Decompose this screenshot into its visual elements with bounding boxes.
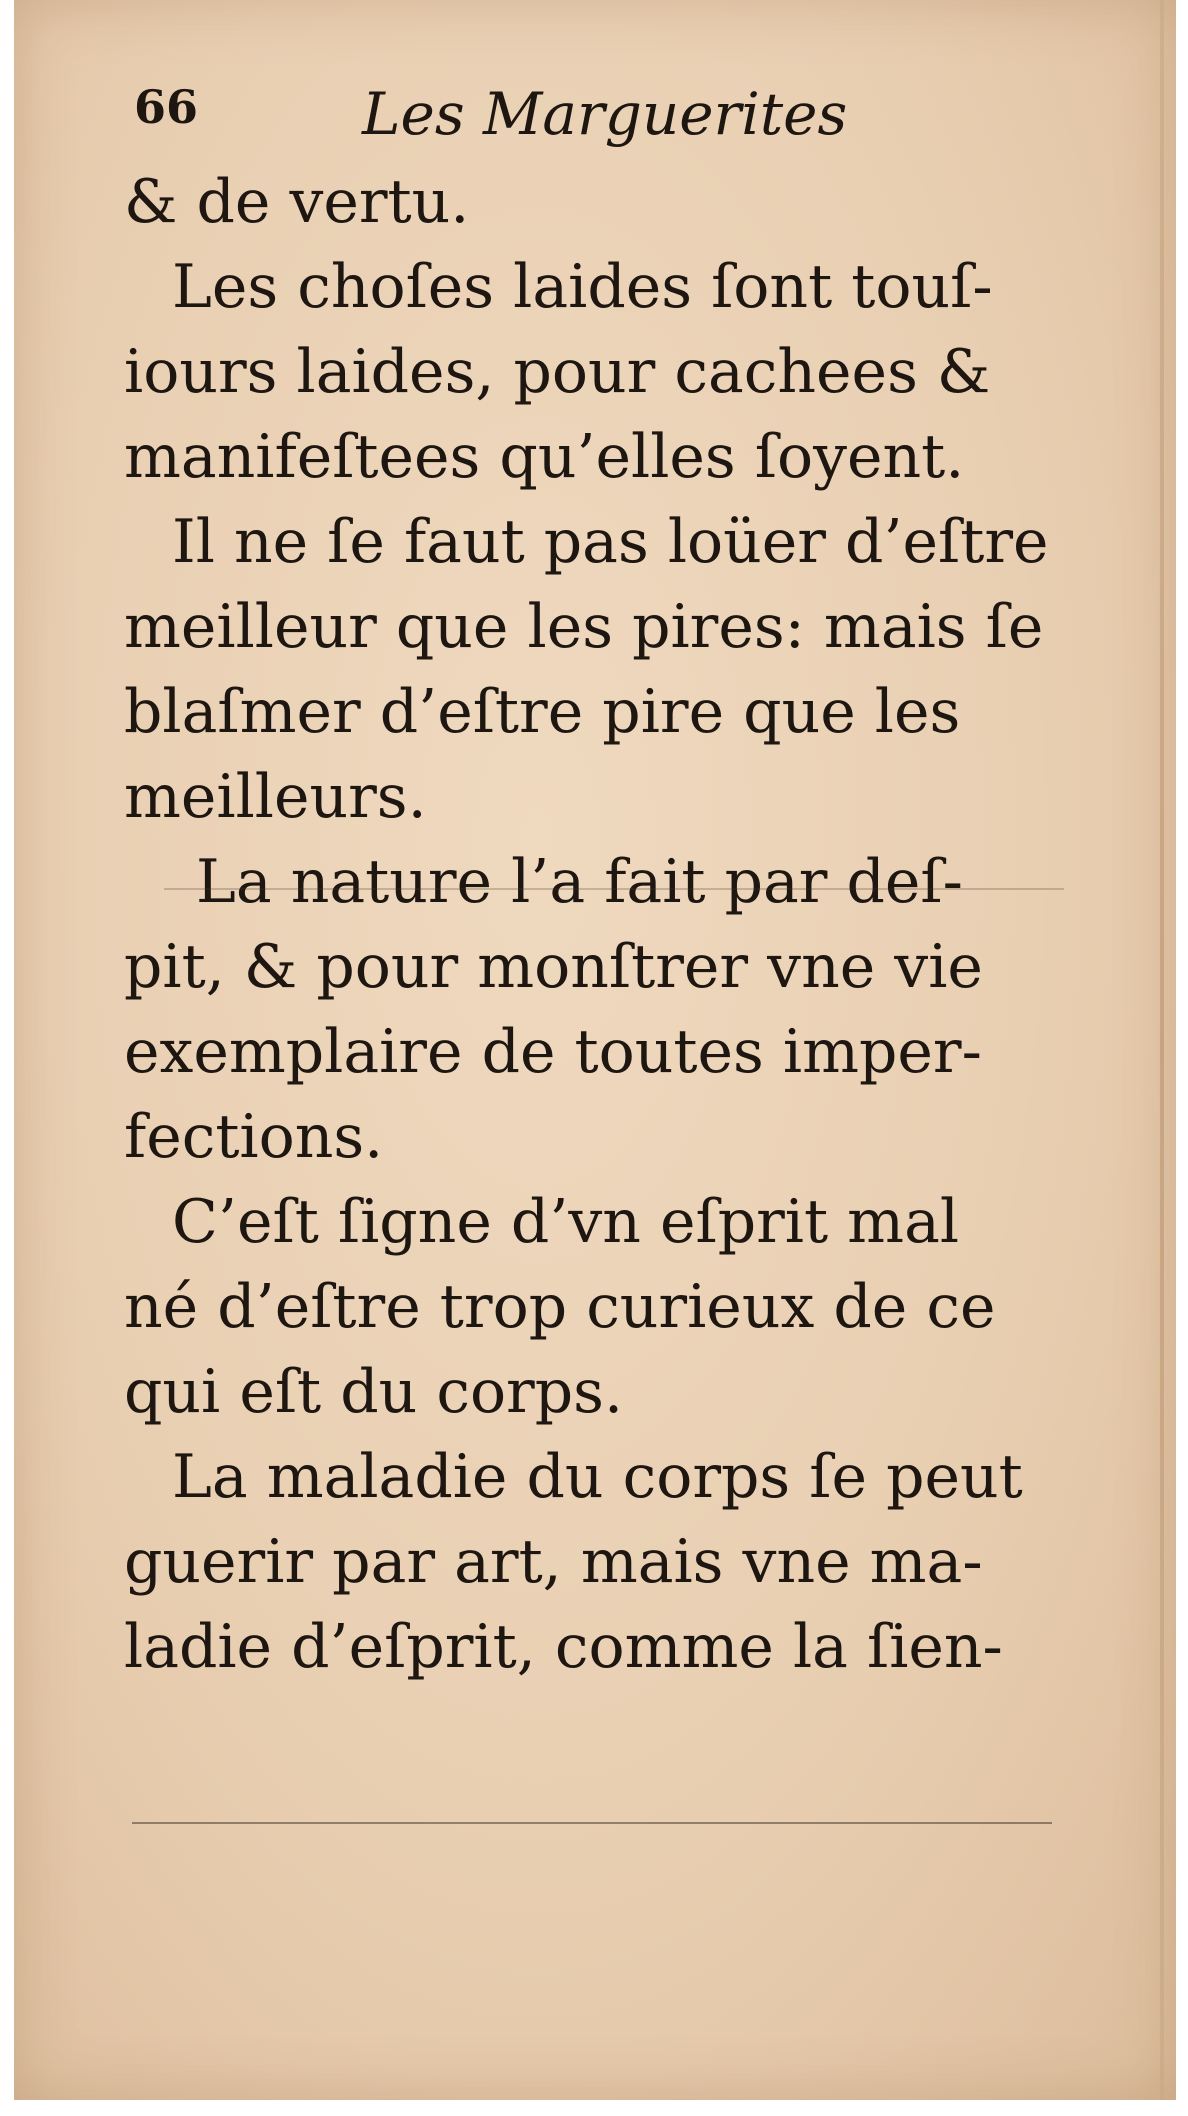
text-line: C’eſt ſigne d’vn eſprit mal — [172, 1187, 960, 1257]
text-line: manifeſtees qu’elles ſoyent. — [124, 422, 965, 492]
text-line: La nature l’a fait par deſ- — [196, 847, 963, 917]
running-header — [134, 80, 954, 150]
text-line: guerir par art, mais vne ma- — [124, 1527, 983, 1597]
text-line: qui eſt du corps. — [124, 1357, 624, 1427]
page-number: 66 — [134, 80, 199, 134]
text-line: & de vertu. — [124, 167, 470, 237]
text-line: ladie d’eſprit, comme la ſien- — [124, 1612, 1003, 1682]
running-title: Les Marguerites — [362, 80, 848, 148]
text-line: exemplaire de toutes imper- — [124, 1017, 982, 1087]
text-line: iours laides, pour cachees & — [124, 337, 991, 407]
text-line: fections. — [124, 1102, 384, 1172]
bottom-rule — [132, 1822, 1052, 1824]
text-line: Il ne ſe faut pas loüer d’eſtre — [172, 507, 1049, 577]
text-line: né d’eſtre trop curieux de ce — [124, 1272, 996, 1342]
text-line: La maladie du corps ſe peut — [172, 1442, 1023, 1512]
body-text — [124, 160, 1049, 1690]
faint-rule — [164, 888, 1064, 890]
text-line: pit, & pour monſtrer vne vie — [124, 932, 983, 1002]
text-line: meilleur que les pires: mais ſe — [124, 592, 1044, 662]
text-line: meilleurs. — [124, 762, 427, 832]
page-edge — [1160, 0, 1164, 2100]
book-page — [14, 0, 1176, 2100]
text-line: Les choſes laides ſont touſ- — [172, 252, 993, 322]
text-line: blaſmer d’eſtre pire que les — [124, 677, 961, 747]
